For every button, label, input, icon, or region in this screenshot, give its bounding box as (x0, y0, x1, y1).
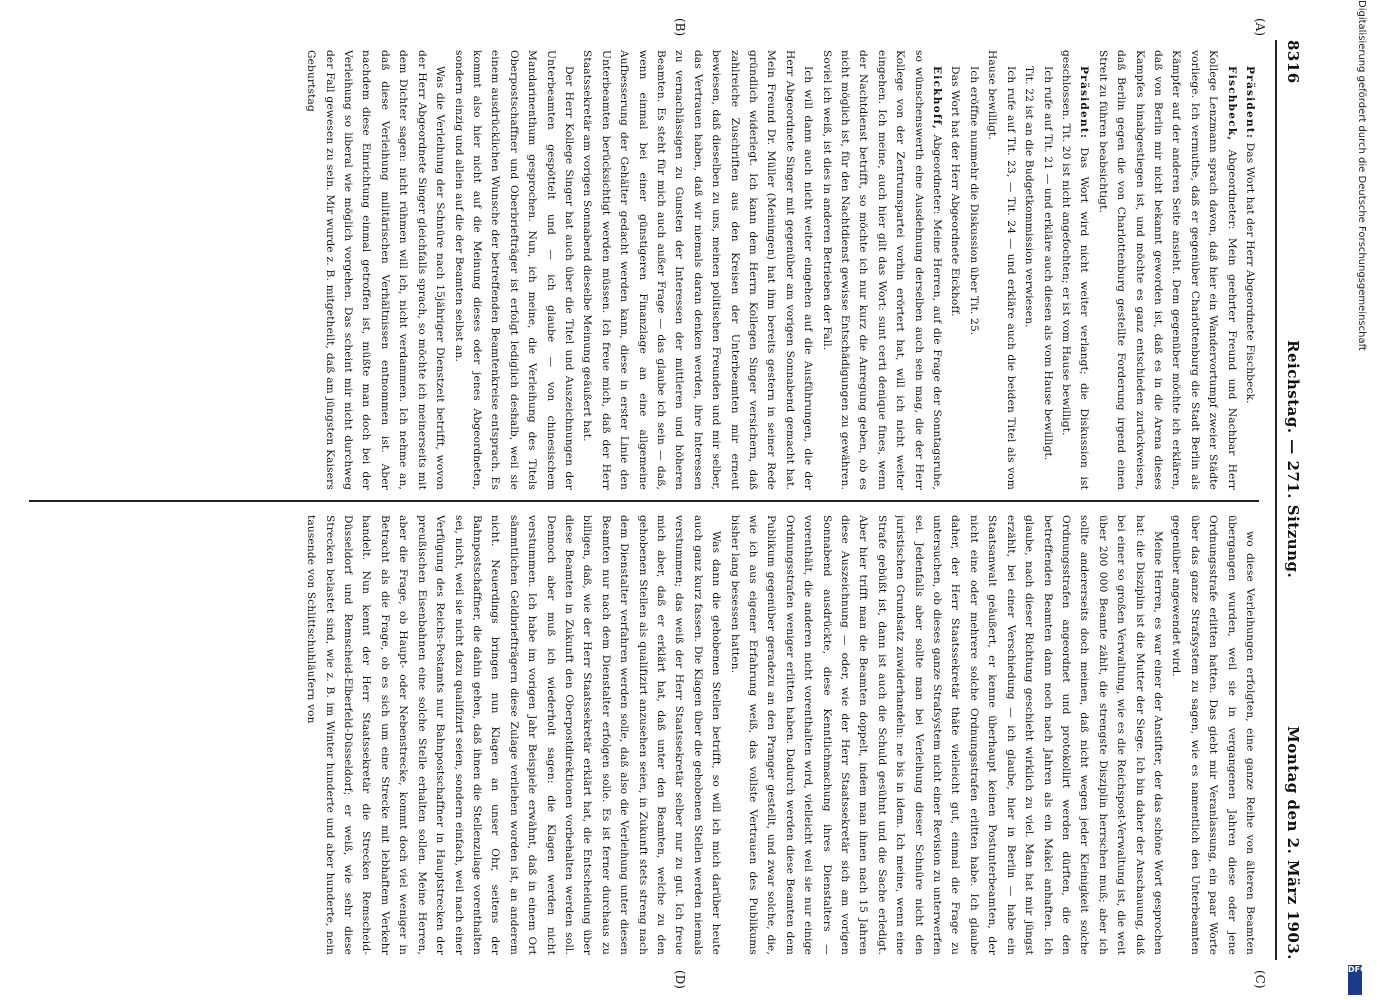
paragraph (578, 50, 817, 490)
column-divider (29, 500, 1259, 502)
speaker-name: Eickhoff, (931, 66, 944, 131)
paragraph-text: Das Wort hat der Herr Abgeordnete Fischbeck. (1244, 142, 1256, 404)
margin-letter-a: (A) (1253, 18, 1267, 37)
paragraph-text: Das Wort wird nicht weiter verlangt; die Diskussion ist geschlossen. Tit. 20 ist nicht angefochten; er ist vom Hause bewilligt. (1059, 50, 1091, 490)
paragraph-text: Abgeordneter: Mein geehrter Freund und Nachbar Herr Kollege Lenzmann sprach davon, daß hier ein Wandervortumpf zweier Städte vorliege. Ich vermuthe, daß er gegenüber Charlottenburg die Stadt Berlin als Kämpfer auf der anderen Seite ansieht. Dem gegenüber möchte ich erklären, daß von Berlin mir nicht bekannt geworden ist, daß es in die Arena dieses Kampfes hinabgestiegen ist, und möchte es ganz entschieden zurückweisen, daß Berlin gegen die von Charlottenburg gestellte Forderung irgend einen Streit zu führen beabsichtigt. (1096, 50, 1238, 490)
session-date: Montag den 2. März 1903. (1284, 726, 1302, 960)
speaker-name: Präsident: (1078, 66, 1091, 140)
digitization-credit: Digitalisierung gefördert durch die Deutsche Forschungsgemeinschaft (1356, 0, 1367, 351)
right-column (29, 515, 1259, 955)
paragraph (302, 50, 449, 490)
paragraph-text: Was die Verleihung der Schnüre nach 15jähriger Dienstzeit betrifft, wovon der Herr Abgeordnete Singer gleichfalls sprach, so möchte ich meinerseits mit dem Dichter sagen: nicht rühmen will ich, nicht verdammen. Ich nehme an, daß diese Verleihung militärischen Verhältnissen entnommen ist. Aber nachdem diese Einrichtung einmal getroffen ist, müßte man doch bei der Verleihung so liberal wie möglich vorgehen. Das scheint mir nicht durchweg der Fall gewesen zu sein. Mir wurde z. B. mitgetheilt, daß am jüngsten Kaisers Geburtstag (305, 50, 447, 490)
paragraph-text: Abgeordneter: Meine Herren, auf die Frage der Sonntagsruhe, so wünschenswerth eine Ausdehnung derselben auch sein mag, die der Herr Kollege von der Zentrumspartei vorhin erörtert hat, will ich nicht weiter eingehen. Ich meine, auch hier gilt das Wort: sunt certi denique fines, wenn der Nachtdienst betrifft, so möchte ich nur kurz die Anregung geben, ob es nicht möglich ist, für den Nachtdienst gewisse Entschädigungen zu gewähren. Soviel ich weiß, ist dies in anderen Betrieben der Fall. (820, 50, 944, 490)
paragraph-text: Ich will dann auch nicht weiter eingehen auf die Ausführungen, die der Herr Abgeordnete Singer mit gegenüber am vorigen Sonnabend gemacht hat. Mein Freund Dr. Müller (Meiningen) hat ihm bereits gestern in seiner Rede gründlich widerlegt. Ich kann dem Herrn Kollegen Singer versichern, daß zahlreiche Zuschriften aus den Kreisen der Unterbeamten mir erneut bewiesen, daß dieselben zu uns, meinen politischen Freunden und mir selber, das Vertrauen haben, daß wir niemals daran denken werden, ihre Interessen zu vernachlässigen zu Gunsten der Interessen der mittleren und höheren Beamten. Es steht für mich auch außer Frage — das glaube ich sein — daß, wenn einmal bei einer günstigeren Finanzlage an eine allgemeine Aufbesserung der Gehälter gedacht werden kann, diese in erster Linie den Unterbeamten berücksichtigt werden müssen. Ich freue mich, daß der Herr Staatssekretär am vorigen Sonnabend dieselbe Meinung geäußert hat. (581, 50, 815, 490)
paragraph-text: Das Wort hat der Herr Abgeordnete Eickhoff. (949, 66, 962, 317)
paragraph (965, 50, 983, 490)
paragraph (983, 50, 1020, 490)
paragraph (817, 50, 946, 490)
paragraph-text: Ich eröffne nunmehr die Diskussion über Tit. 25. (967, 66, 980, 336)
paragraph-text: Ich rufe auf Tit. 23, — Tit. 24 — und erkläre auch die beiden Titel als vom Hause bewilligt. (986, 50, 1017, 490)
paragraph-text: Tit. 22 ist an die Budgetkommission verwiesen. (1023, 66, 1036, 328)
session-title: Reichstag. — 271. Sitzung. (1284, 340, 1302, 579)
paragraph (1020, 50, 1038, 490)
dfg-logo: DFG (1348, 965, 1362, 995)
speaker-name: Fischbeck, (1225, 66, 1238, 142)
paragraph (449, 50, 578, 490)
margin-letter-c: (C) (1253, 970, 1267, 989)
page-number: 8316 (1284, 40, 1302, 84)
paragraph (725, 515, 1167, 955)
margin-letter-b: (B) (673, 18, 687, 37)
paragraph (302, 515, 725, 955)
paragraph-text: Ich rufe auf Tit. 21 — und erkläre auch diesen als vom Hause bewilligt. (1041, 66, 1054, 461)
left-column (29, 50, 1259, 490)
paragraph (946, 50, 964, 490)
paragraph (1167, 515, 1259, 955)
paragraph-text: Was dann die gehobenen Stellen betrifft, so will ich mich darüber heute auch ganz kurz fassen. Die Klagen über die gehobenen Stellen werden niemals verstummen; das weiß der Herr Staatssekretär selber nur zu gut. Ich freue mich aber, daß er erklärt hat, daß unter den Beamten, welche zu den gehobenen Stellen als qualifizirt anzusehen seien, in Zukunft stets streng nach dem Dienstalter verfahren werden solle, daß also die Verleihung unter diesen Beamten nur nach dem Dienstalter erfolgen solle. Es ist ferner durchaus zu billigen, daß, wie der Herr Staatssekretär erklärt hat, die Entscheidung über diese Beamten in Zukunft den Oberpostdirektionen vorbehalten werden soll. Dennoch aber muß ich wiederholt sagen: die Klagen werden nicht verstummen. Ich habe im vorigen Jahr Beispiele erwähnt, daß in einem Ort sämmtlichen Geldbriefträgern diese Zulage verliehen worden ist, an anderem nicht. Neuerdings bringen nun Klagen an unser Ohr, seitens der Bahnpostschaffner, die dahin gehen, daß ihnen die Stellenzulage vorenthalten sei, nicht, weil sie nicht dazu qualifizirt seien, sondern einfach, weil nach einer Verfügung des Reichs-Postamts nur Bahnpostschaffner in Hauptstrecken der preußischen Eisenbahnen eine solche Stelle erhalten sollen. Meine Herren, aber die Frage, ob Haupt- oder Nebenstrecke, kommt doch viel weniger in Betracht als die Frage, ob es sich um eine Strecke mit lebhaftem Verkehr handelt. Nun kennt der Herr Staatssekretär die Strecken Remscheid-Düsseldorf und Remscheid-Elberfeld-Düsseldorf; er weiß, wie sehr diese Strecken belastet sind, wie z. B. im Winter hunderte und aber hunderte, nein tausende von Schlittschuhläufern von (305, 515, 723, 955)
paragraph (1093, 50, 1240, 490)
speaker-name: Präsident: (1244, 66, 1256, 140)
margin-letter-d: (D) (673, 970, 687, 989)
paragraph-text: Meine Herren, es war einer der Anstifter, der das schöne Wort gesprochen hat: die Disziplin ist die Mutter der Siege. Ich bin daher der Anschauung, daß bei einer so großen Verwaltung, wie es die Reichspost-Verwaltung ist, die weit über 200 000 Beamte zählt, die strengste Disziplin herrschen muß; aber ich sollte andererseits doch meinen, daß nicht wegen jeder Kleinigkeit solche Ordnungsstrafen angeordnet und protokollirt werden dürften, die den betreffenden Beamten dann noch nach Jahren als ein Makel anhaften. Ich glaube, nach dieser Richtung geschieht wirklich zu viel. Man hat mir jüngst erzählt, bei einer Verschiedung — ich glaube, hier in Berlin — habe ein Staatsanwalt geäußert, er kenne überhaupt keinen Postunterbeamten, der nicht eine oder mehrere solche Ordnungsstrafen erlitten habe. Ich glaube daher, der Herr Staatssekretär thäte vielleicht gut, einmal die Frage zu untersuchen, ob dieses ganze Strafsystem nicht einer Revision zu unterwerfen sei. Jedenfalls aber sollte man bei Verleihung dieser Schnüre nicht den juristischen Grundsatz zuwiderhandeln: ne bis in idem. Ich meine, wenn eine Strafe gebüßt ist, dann ist auch die Schuld gesühnt und die Sache erledigt. Aber hier trifft man die Beamten doppelt, indem man ihnen nach 15 Jahren diese Auszeichnung — oder, wie der Herr Staatssekretär sich am vorigen Sonnabend ausdrückte, diese Kenntlichmachung ihres Dienstalters — vorenthält, die anderen nicht vorenthalten wird, vielleicht weil sie nur einige Ordnungsstrafen weniger erlitten haben. Dadurch werden diese Beamten dem Publikum gegenüber geradezu an den Pranger gestellt, und zwar solche, die, wie ich aus eigener Erfahrung weiß, das vollste Vertrauen des Publikums bisher lang besessen hatten. (728, 515, 1164, 955)
paragraph-text: Der Herr Kollege Singer hat auch über die Titel und Auszeichnungen der Unterbeamten gespöttelt und — ich glaube — von chinesischem Mandarinenthum gesprochen. Nun, ich meine, die Verleihung des Titels Oberpostschaffner und Oberbriefträger ist erfolgt lediglich deshalb, weil sie einem ausdrücklichen Wunsche der betreffenden Beamtenkreise entsprach. Es kommt also hier nicht auf die Meinung dieses oder jenes Abgeordneten, sondern einzig und allein auf die der Beamten selbst an. (452, 50, 575, 490)
paragraph (1038, 50, 1056, 490)
page-header (1275, 40, 1307, 960)
paragraph (1241, 50, 1259, 490)
paragraph (1057, 50, 1094, 490)
paragraph-text: wo diese Verleihungen erfolgten, eine ganze Reihe von älteren Beamten übergangen wurden, weil sie in vergangenen Jahren diese oder jene Ordnungsstrafe erlitten hatten. Das giebt mir Veranlassung, ein paar Worte über das ganze Strafsystem zu sagen, wie es namentlich den Unterbeamten gegenüber angewendet wird. (1170, 515, 1256, 955)
